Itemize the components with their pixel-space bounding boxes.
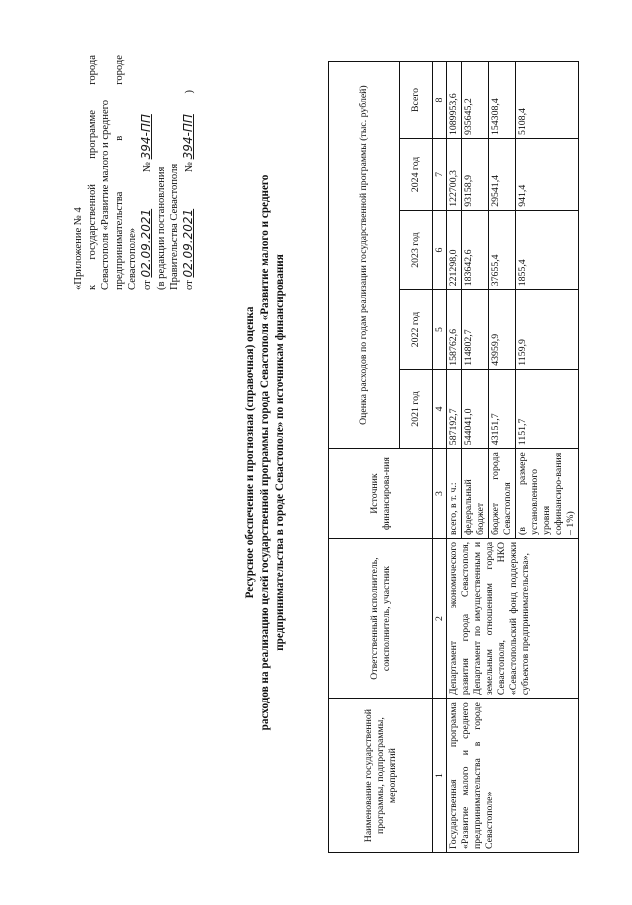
- value-cell: 941,4: [516, 139, 579, 211]
- header-estimate: Оценка расходов по годам реализации государственной программы (тыс. рублей): [329, 62, 400, 449]
- handwritten-date: 02.09.2021: [138, 208, 153, 278]
- appendix-word: городе: [113, 55, 125, 85]
- document-title: [243, 40, 288, 865]
- value-cell: 1151,7: [516, 369, 579, 448]
- index-cell: 3: [433, 449, 447, 539]
- header-executor: Ответственный исполнитель, соисполнитель, участник: [329, 538, 433, 698]
- header-name: Наименование государственной программы, подпрограммы, мероприятий: [329, 699, 433, 853]
- table-row: [447, 62, 462, 853]
- appendix-word: государственной: [86, 184, 98, 260]
- appendix-line: «Приложение № 4: [73, 207, 84, 290]
- header-row: [329, 62, 400, 853]
- value-cell: 587192,7: [447, 369, 462, 448]
- handwritten-number: 394-ПП: [180, 114, 195, 160]
- number-prefix: №: [141, 162, 153, 173]
- date-prefix: от: [183, 280, 195, 290]
- header-total: Всего: [400, 62, 433, 139]
- appendix-line: Севастополя «Развитие малого и среднего: [100, 99, 112, 290]
- index-cell: 5: [433, 290, 447, 369]
- header-year: 2023 год: [400, 210, 433, 289]
- appendix-line: Севастополе»: [127, 227, 139, 290]
- value-cell: 114802,7: [462, 290, 489, 369]
- value-cell: 544041,0: [462, 369, 489, 448]
- financing-table: [328, 61, 579, 853]
- appendix-block: [72, 55, 196, 290]
- appendix-word: программе: [86, 110, 98, 159]
- value-cell: 183642,6: [462, 210, 489, 289]
- index-cell: 4: [433, 369, 447, 448]
- source-cell: федеральный бюджет: [462, 449, 489, 539]
- index-row: [433, 62, 447, 853]
- index-cell: 8: [433, 62, 447, 139]
- appendix-date-line: [140, 55, 155, 290]
- appendix-line: [86, 55, 100, 290]
- value-cell: 122700,3: [447, 139, 462, 211]
- appendix-date-line: [182, 55, 197, 290]
- handwritten-number: 394-ПП: [138, 114, 153, 160]
- value-cell: 221298,0: [447, 210, 462, 289]
- appendix-word: в: [113, 135, 125, 141]
- appendix-word: предпринимательства: [113, 191, 125, 290]
- value-cell: 158762,6: [447, 290, 462, 369]
- handwritten-date: 02.09.2021: [180, 208, 195, 278]
- value-cell: 5108,4: [516, 62, 579, 139]
- value-cell: 1855,4: [516, 210, 579, 289]
- value-cell: 43151,7: [489, 369, 516, 448]
- closing-paren: ): [183, 89, 195, 94]
- appendix-word: города: [86, 55, 98, 85]
- title-line: расходов на реализацию целей государственной программы города Севастополя «Развитие малого и среднего: [259, 174, 271, 731]
- value-cell: 43959,9: [489, 290, 516, 369]
- program-name-cell: Государственная программа «Развитие малого и среднего предпринимательства в городе Севастополе»: [447, 699, 579, 853]
- header-year: 2024 год: [400, 139, 433, 211]
- header-year: 2022 год: [400, 290, 433, 369]
- index-cell: 1: [433, 699, 447, 853]
- appendix-word: к: [86, 284, 98, 290]
- appendix-line: Правительства Севастополя: [169, 163, 181, 290]
- value-cell: 93158,9: [462, 139, 489, 211]
- number-prefix: №: [183, 162, 195, 173]
- value-cell: 37655,4: [489, 210, 516, 289]
- appendix-line: (в редакции постановления: [155, 166, 167, 290]
- date-prefix: от: [141, 280, 153, 290]
- value-cell: 1159,9: [516, 290, 579, 369]
- title-line: Ресурсное обеспечение и прогнозная (справочная) оценка: [244, 306, 256, 599]
- value-cell: 935645,2: [462, 62, 489, 139]
- source-cell: бюджет города Севастополя: [489, 449, 516, 539]
- appendix-line: [113, 55, 127, 290]
- source-cell: (в размере установленного уровня софинансиро-вания – 1%): [516, 449, 579, 539]
- index-cell: 6: [433, 210, 447, 289]
- title-line: предпринимательства в городе Севастополе» по источникам финансирования: [274, 254, 286, 651]
- value-cell: 29541,4: [489, 139, 516, 211]
- header-source: Источник финансирова-ния: [329, 449, 433, 539]
- value-cell: 154308,4: [489, 62, 516, 139]
- index-cell: 7: [433, 139, 447, 211]
- header-year: 2021 год: [400, 369, 433, 448]
- value-cell: 1089953,6: [447, 62, 462, 139]
- index-cell: 2: [433, 538, 447, 698]
- source-cell: всего, в т. ч.:: [447, 449, 462, 539]
- executor-cell: Департамент экономического развития города Севастополя, Департамент по имущественным и земельным отношениям города Севастополя, НКО «Севастопольский фонд поддержки субъектов предпринимательства»,: [447, 538, 579, 698]
